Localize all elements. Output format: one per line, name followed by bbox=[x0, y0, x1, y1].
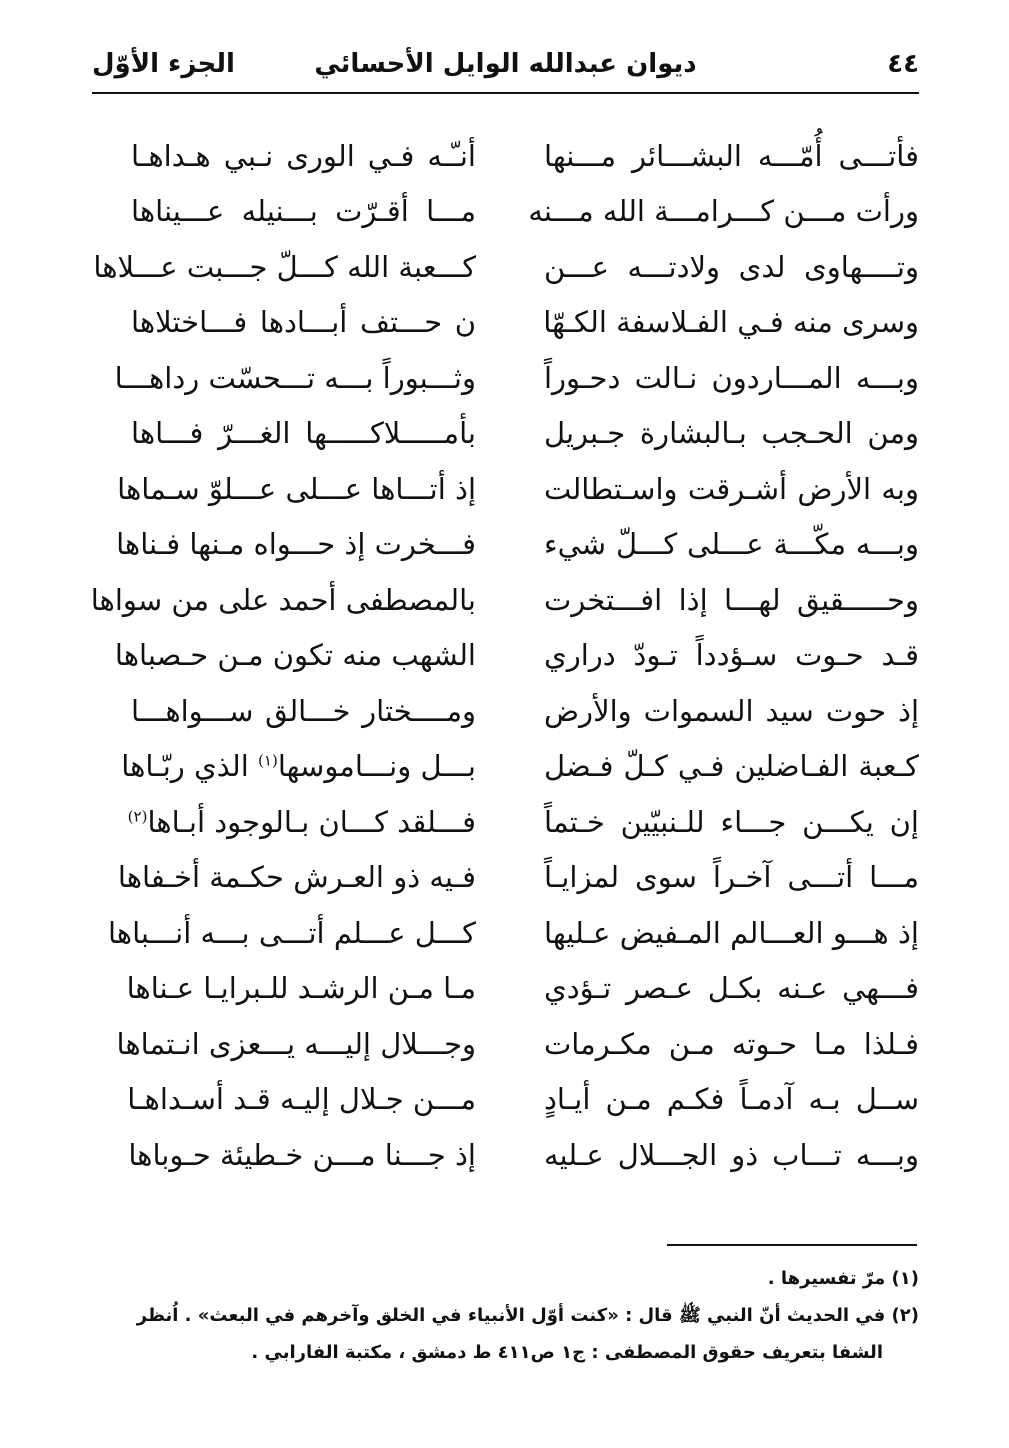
book-title: ديوان عبدالله الوايل الأحسائي bbox=[314, 49, 697, 79]
second-hemistich: إذ أتـــاها عـــلى عـــلوّ سـماها bbox=[117, 471, 476, 506]
second-hemistich: وثـــبوراً بـــه تـــحسّت رداهـــا bbox=[114, 360, 476, 395]
first-hemistich: وبـــه المـــاردون نـالت دحـوراً bbox=[544, 360, 919, 395]
hemistich-text-tail: الذي ربّـاها bbox=[121, 749, 259, 784]
second-hemistich: بالمصطفى أحمد على من سواها bbox=[90, 582, 476, 617]
verse-line bbox=[92, 1127, 919, 1183]
second-hemistich: فـــخرت إذ حـــواه مـنها فـناها bbox=[116, 527, 476, 562]
verse-line bbox=[92, 961, 919, 1017]
page-header bbox=[92, 40, 919, 94]
first-hemistich: مـــا أتـــى آخـراً سوى لمزايـاً bbox=[544, 860, 919, 895]
first-hemistich: إذ هـــو العـــالم المـفيض عـليها bbox=[544, 915, 919, 950]
second-hemistich: ن حـــتف أبـــادها فـــاختلاها bbox=[131, 305, 476, 340]
second-hemistich: مـــن جـلال إليـه قـد أسـداهـا bbox=[127, 1082, 476, 1117]
second-hemistich: وجـــلال إليـــه يـــعزى انـتماها bbox=[116, 1026, 476, 1061]
verse-line bbox=[92, 1016, 919, 1072]
first-hemistich: وبـــه مكّـــة عـــلى كـــلّ شيء bbox=[544, 527, 919, 562]
verse-line bbox=[92, 239, 919, 295]
verse-line bbox=[92, 517, 919, 573]
verse-line bbox=[92, 350, 919, 406]
first-hemistich: إذ حوت سيد السموات والأرض bbox=[544, 693, 919, 728]
first-hemistich: ومن الحـجب بـالبشارة جـبريل bbox=[544, 416, 919, 451]
second-hemistich: الشهب منه تكون مـن حـصباها bbox=[114, 638, 476, 673]
verse-line bbox=[92, 683, 919, 739]
verse-line bbox=[92, 739, 919, 795]
second-hemistich: كـــعبة الله كـــلّ جـــبت عـــلاها bbox=[93, 249, 476, 284]
second-hemistich: فـيه ذو العـرش حكـمة أخـفاها bbox=[117, 860, 476, 895]
first-hemistich: إن يكـــن جـــاء للـنبيّين خـتماً bbox=[544, 804, 919, 839]
first-hemistich: قـد حـوت سـؤدداً تـودّ دراري bbox=[544, 638, 919, 673]
footnotes bbox=[92, 1260, 919, 1371]
first-hemistich: كـعبة الفـاضلين فـي كـلّ فـضل bbox=[544, 749, 919, 784]
second-hemistich bbox=[127, 802, 476, 842]
second-hemistich: ومــــختار خـــالق ســـواهـــا bbox=[131, 693, 476, 728]
verse-line bbox=[92, 794, 919, 850]
second-hemistich: إذ جـــنا مـــن خـطيئة حـوباها bbox=[128, 1137, 476, 1172]
first-hemistich: فـــهي عـنه بكـل عـصر تـؤدي bbox=[544, 971, 919, 1006]
footnote-2-continuation: الشفا بتعريف حقوق المصطفى : ج١ ص٤١١ ط دمشق ، مكتبة الفارابي . bbox=[251, 1342, 883, 1363]
verse-line bbox=[92, 628, 919, 684]
second-hemistich: أنـّـه فـي الورى نـبي هـداهـا bbox=[131, 138, 476, 173]
footnote-1: (١) مرّ تفسيرها . bbox=[767, 1268, 919, 1289]
poem-body bbox=[92, 128, 919, 1183]
verse-line bbox=[92, 572, 919, 628]
first-hemistich: ورأت مـــن كـــرامـــة الله مـــنه bbox=[528, 194, 919, 229]
verse-line bbox=[92, 295, 919, 351]
second-hemistich: كـــل عـــلم أتـــى بـــه أنـــباها bbox=[107, 915, 476, 950]
page-number: ٤٤ bbox=[887, 49, 919, 79]
verse-line bbox=[92, 905, 919, 961]
first-hemistich: وسرى منه فـي الفـلاسفة الكـهّا bbox=[543, 305, 919, 340]
footnote-marker[interactable]: (١) bbox=[258, 751, 278, 770]
hemistich-text: فـــلقد كـــان بـالوجود أبـاها bbox=[147, 804, 476, 839]
verse-line bbox=[92, 850, 919, 906]
verse-line bbox=[92, 406, 919, 462]
first-hemistich: ســل بـه آدمـاً فكـم مـن أيـادٍ bbox=[544, 1082, 919, 1117]
first-hemistich: وبـــه تـــاب ذو الجـــلال عـليه bbox=[544, 1137, 919, 1172]
second-hemistich: مـا مـن الرشـد للـبرايـا عـناها bbox=[126, 971, 476, 1006]
verse-line bbox=[92, 461, 919, 517]
verse-line bbox=[92, 184, 919, 240]
first-hemistich: فأتـــى أُمّـــه البشـــائر مـــنها bbox=[544, 138, 919, 173]
footnote-marker[interactable]: (٢) bbox=[127, 807, 148, 826]
first-hemistich: وبه الأرض أشـرقت واسـتطالت bbox=[544, 471, 919, 506]
second-hemistich bbox=[121, 746, 476, 786]
second-hemistich: بأمـــــلاكـــــها الغـــرّ فـــاها bbox=[131, 416, 476, 451]
first-hemistich: وتــــهاوى لدى ولادتـــه عـــن bbox=[544, 249, 919, 284]
footnote-separator bbox=[667, 1244, 917, 1246]
verse-line bbox=[92, 1072, 919, 1128]
verse-line bbox=[92, 128, 919, 184]
first-hemistich: وحـــــقيق لهـــا إذا افـــتخرت bbox=[544, 582, 919, 617]
volume-label: الجزء الأوّل bbox=[92, 49, 235, 79]
first-hemistich: فـلذا مـا حـوته مـن مكـرمات bbox=[544, 1026, 919, 1061]
hemistich-text: بـــل ونـــاموسها bbox=[277, 749, 476, 784]
second-hemistich: مـــا أقـرّت بـــنيله عـــيناها bbox=[131, 194, 476, 229]
footnote-2: (٢) في الحديث أنّ النبي ﷺ قال : «كنت أوّل الأنبياء في الخلق وآخرهم في البعث» . اُنظر bbox=[136, 1305, 919, 1326]
